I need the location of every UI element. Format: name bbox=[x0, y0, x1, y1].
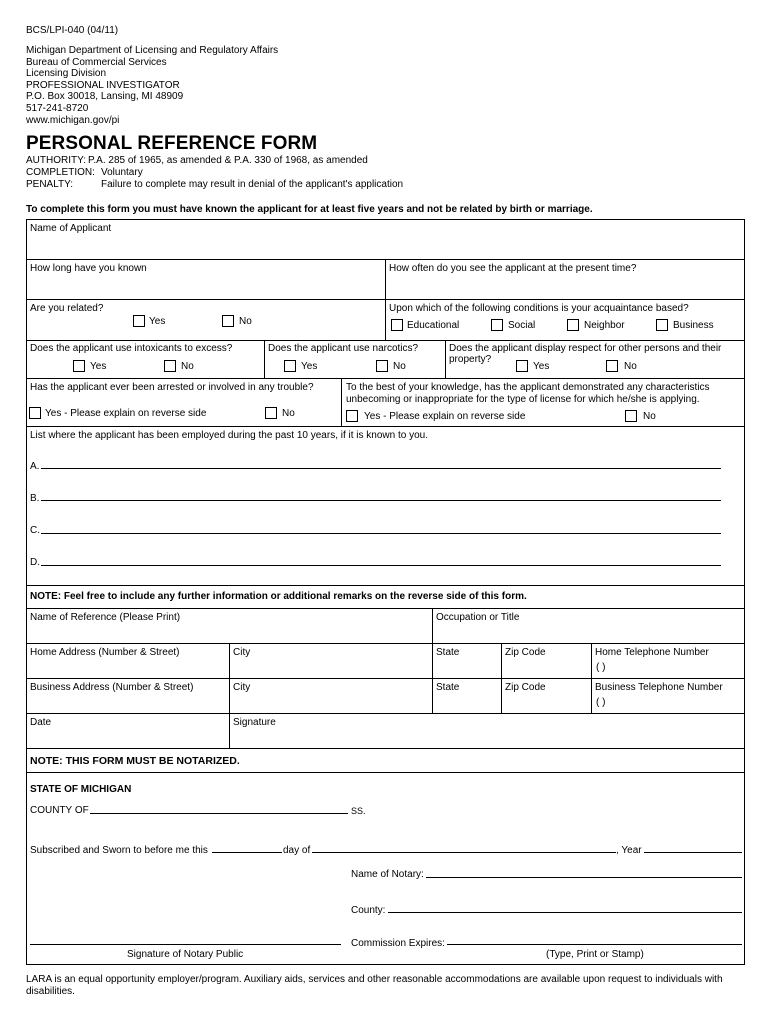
subscribed-label: Subscribed and Sworn to before me this bbox=[30, 845, 208, 856]
year-label: , Year bbox=[616, 845, 642, 856]
narcotics-no-checkbox[interactable] bbox=[376, 360, 388, 372]
ss-label: SS. bbox=[351, 806, 366, 816]
characteristics-label-line1: To the best of your knowledge, has the applicant demonstrated any characteristics bbox=[346, 382, 710, 393]
mailing-address: P.O. Box 30018, Lansing, MI 48909 bbox=[26, 91, 184, 103]
authority-block bbox=[26, 155, 403, 190]
employer-c-field[interactable] bbox=[41, 533, 721, 534]
intoxicants-no-checkbox[interactable] bbox=[164, 360, 176, 372]
business-label: Business bbox=[673, 320, 714, 331]
acquaintance-label: Upon which of the following conditions is your acquaintance based? bbox=[389, 303, 689, 314]
characteristics-label-line2: unbecoming or inappropriate for the type of license for which he/she is applying. bbox=[346, 394, 700, 405]
note-remarks: NOTE: Feel free to include any further information or additional remarks on the reverse side of this form. bbox=[30, 591, 527, 602]
characteristics-yes-checkbox[interactable] bbox=[346, 410, 358, 422]
arrested-no-checkbox[interactable] bbox=[265, 407, 277, 419]
respect-label-line1: Does the applicant display respect for other persons and their bbox=[449, 343, 722, 354]
commission-expires-field[interactable] bbox=[447, 944, 742, 945]
business-phone-label: Business Telephone Number bbox=[595, 682, 723, 693]
related-label: Are you related? bbox=[30, 303, 104, 314]
notary-signature-label: Signature of Notary Public bbox=[127, 949, 244, 960]
notary-name-field[interactable] bbox=[426, 877, 742, 878]
agency-header bbox=[26, 45, 278, 126]
business-city-label: City bbox=[233, 682, 251, 693]
employer-d-field[interactable] bbox=[41, 565, 721, 566]
day-of-label: day of bbox=[283, 845, 311, 856]
intoxicants-yes-checkbox[interactable] bbox=[73, 360, 85, 372]
home-zip-label: Zip Code bbox=[505, 647, 546, 658]
type-print-stamp-label: (Type, Print or Stamp) bbox=[546, 949, 644, 960]
notary-name-label: Name of Notary: bbox=[351, 869, 424, 880]
related-yes-checkbox[interactable] bbox=[133, 315, 145, 327]
signature-label: Signature bbox=[233, 717, 276, 728]
how-often-field[interactable] bbox=[386, 276, 743, 298]
related-yes-label: Yes bbox=[149, 316, 166, 327]
website: www.michigan.gov/pi bbox=[26, 114, 120, 126]
home-city-label: City bbox=[233, 647, 251, 658]
narcotics-yes-checkbox[interactable] bbox=[284, 360, 296, 372]
educational-label: Educational bbox=[407, 320, 460, 331]
business-state-label: State bbox=[436, 682, 460, 693]
office-name: PROFESSIONAL INVESTIGATOR bbox=[26, 79, 180, 91]
penalty-text: Failure to complete may result in denial of the applicant's application bbox=[101, 178, 404, 190]
date-field[interactable] bbox=[27, 729, 228, 747]
arrested-label: Has the applicant ever been arrested or involved in any trouble? bbox=[30, 382, 314, 393]
completion-label: COMPLETION: bbox=[26, 166, 95, 178]
authority-text: P.A. 285 of 1965, as amended & P.A. 330 of 1968, as amended bbox=[88, 155, 368, 166]
how-long-field[interactable] bbox=[27, 276, 384, 298]
social-checkbox[interactable] bbox=[491, 319, 503, 331]
characteristics-yes-label: Yes - Please explain on reverse side bbox=[364, 411, 526, 422]
respect-yes-checkbox[interactable] bbox=[516, 360, 528, 372]
notary-county-field[interactable] bbox=[388, 912, 742, 913]
county-of-field[interactable] bbox=[90, 813, 348, 814]
neighbor-label: Neighbor bbox=[584, 320, 625, 331]
narcotics-label: Does the applicant use narcotics? bbox=[268, 343, 419, 354]
home-phone-label: Home Telephone Number bbox=[595, 647, 709, 658]
neighbor-checkbox[interactable] bbox=[567, 319, 579, 331]
narcotics-no-label: No bbox=[393, 361, 406, 372]
business-zip-label: Zip Code bbox=[505, 682, 546, 693]
penalty-label: PENALTY: bbox=[26, 178, 74, 190]
intoxicants-no-label: No bbox=[181, 361, 194, 372]
social-label: Social bbox=[508, 320, 536, 331]
intoxicants-label: Does the applicant use intoxicants to excess? bbox=[30, 343, 233, 354]
related-no-label: No bbox=[239, 316, 252, 327]
arrested-yes-checkbox[interactable] bbox=[29, 407, 41, 419]
state-of-michigan: STATE OF MICHIGAN bbox=[30, 784, 132, 795]
related-no-checkbox[interactable] bbox=[222, 315, 234, 327]
home-phone-area-code[interactable]: ( ) bbox=[596, 662, 606, 673]
note-notarized: NOTE: THIS FORM MUST BE NOTARIZED. bbox=[30, 755, 240, 767]
employer-d-label: D. bbox=[30, 557, 40, 568]
intoxicants-yes-label: Yes bbox=[90, 361, 107, 372]
respect-yes-label: Yes bbox=[533, 361, 550, 372]
respect-no-label: No bbox=[624, 361, 637, 372]
occupation-label: Occupation or Title bbox=[436, 612, 520, 623]
business-address-label: Business Address (Number & Street) bbox=[30, 682, 194, 693]
business-phone-area-code[interactable]: ( ) bbox=[596, 697, 606, 708]
home-state-label: State bbox=[436, 647, 460, 658]
division-name: Licensing Division bbox=[26, 68, 107, 80]
sworn-month-field[interactable] bbox=[312, 852, 616, 853]
characteristics-no-checkbox[interactable] bbox=[625, 410, 637, 422]
employer-b-label: B. bbox=[30, 493, 40, 504]
sworn-year-field[interactable] bbox=[644, 852, 742, 853]
name-of-applicant-label: Name of Applicant bbox=[30, 223, 112, 234]
form-number: BCS/LPI-040 (04/11) bbox=[26, 25, 119, 36]
completion-text: Voluntary bbox=[101, 166, 143, 178]
name-of-applicant-field[interactable] bbox=[27, 236, 744, 258]
arrested-no-label: No bbox=[282, 408, 295, 419]
occupation-field[interactable] bbox=[433, 624, 743, 642]
arrested-yes-label: Yes - Please explain on reverse side bbox=[45, 408, 207, 419]
reference-name-field[interactable] bbox=[27, 624, 431, 642]
page-title: PERSONAL REFERENCE FORM bbox=[26, 133, 318, 154]
signature-field[interactable] bbox=[230, 729, 743, 747]
dept-name: Michigan Department of Licensing and Regulatory Affairs bbox=[26, 45, 279, 56]
date-label: Date bbox=[30, 717, 52, 728]
respect-no-checkbox[interactable] bbox=[606, 360, 618, 372]
reference-name-label: Name of Reference (Please Print) bbox=[30, 612, 181, 623]
home-address-label: Home Address (Number & Street) bbox=[30, 647, 180, 658]
footer-line2: disabilities. bbox=[26, 986, 75, 997]
phone-number: 517-241-8720 bbox=[26, 102, 89, 114]
commission-expires-label: Commission Expires: bbox=[351, 938, 445, 949]
employment-label: List where the applicant has been employed during the past 10 years, if it is known to you. bbox=[30, 430, 429, 441]
business-checkbox[interactable] bbox=[656, 319, 668, 331]
educational-checkbox[interactable] bbox=[391, 319, 403, 331]
employer-b-field[interactable] bbox=[41, 500, 721, 501]
notary-county-label: County: bbox=[351, 905, 386, 916]
instruction-text: To complete this form you must have known the applicant for at least five years and not be related by birth or marriage. bbox=[26, 204, 593, 215]
employer-a-label: A. bbox=[30, 461, 40, 472]
narcotics-yes-label: Yes bbox=[301, 361, 318, 372]
notary-signature-field[interactable] bbox=[30, 944, 341, 945]
footer-line1: LARA is an equal opportunity employer/program. Auxiliary aids, services and other reasonable accommodations are available upon request to individuals with bbox=[26, 974, 723, 985]
authority-label: AUTHORITY: bbox=[26, 155, 87, 166]
employer-a-field[interactable] bbox=[41, 468, 721, 469]
employer-c-label: C. bbox=[30, 525, 40, 536]
how-often-label: How often do you see the applicant at the present time? bbox=[389, 263, 637, 274]
county-of-label: COUNTY OF bbox=[30, 805, 89, 816]
sworn-day-field[interactable] bbox=[212, 852, 282, 853]
respect-label-line2: property? bbox=[449, 354, 492, 365]
bureau-name: Bureau of Commercial Services bbox=[26, 56, 167, 68]
how-long-label: How long have you known bbox=[30, 263, 147, 274]
characteristics-no-label: No bbox=[643, 411, 656, 422]
